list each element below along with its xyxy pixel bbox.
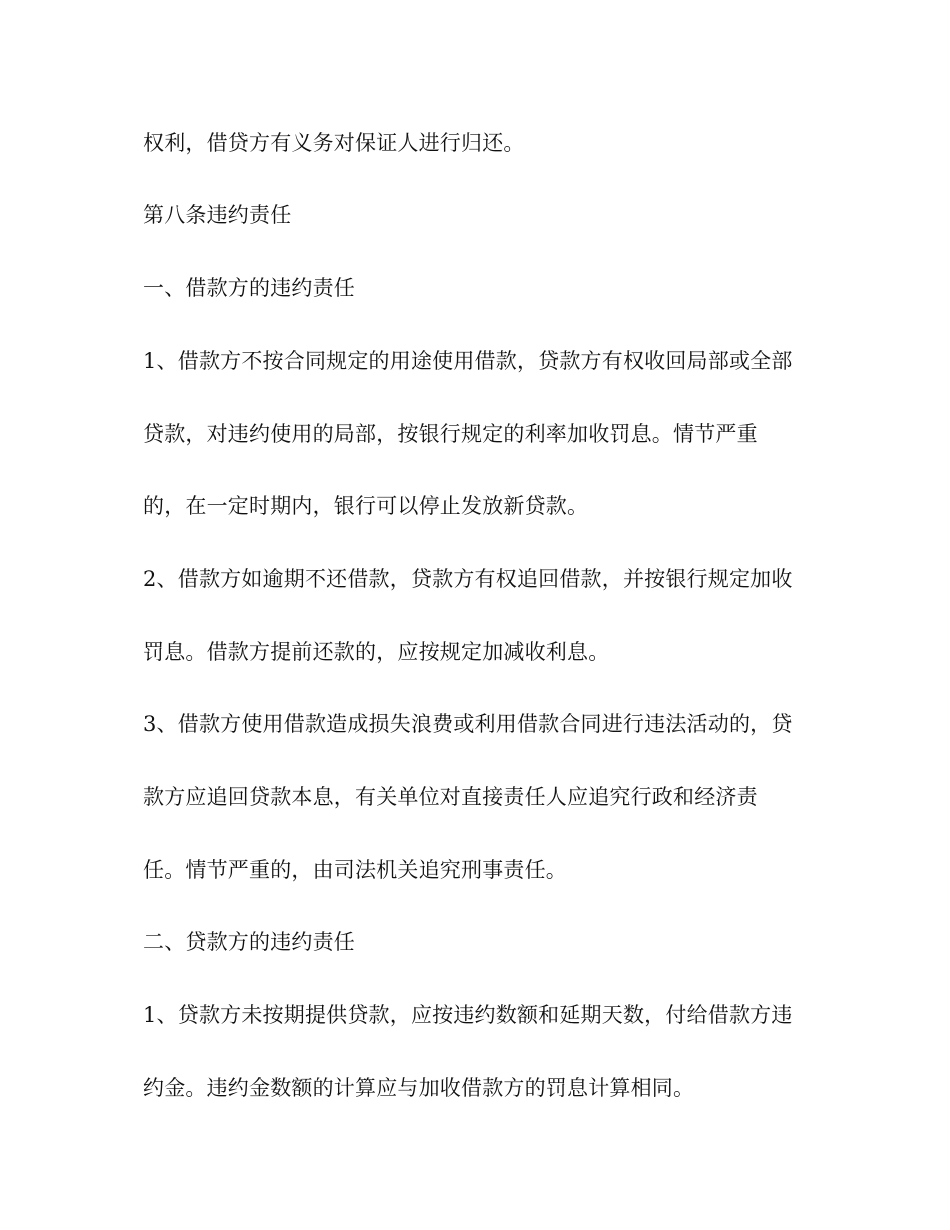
text-line-13: 1、贷款方未按期提供贷款，应按违约数额和延期天数，付给借款方违	[143, 1003, 793, 1027]
text-line-8: 罚息。借款方提前还款的，应按规定加减收利息。	[143, 640, 610, 664]
subsection-heading-lender: 二、贷款方的违约责任	[143, 930, 355, 954]
text-line-10: 款方应追回贷款本息，有关单位对直接责任人应追究行政和经济责	[143, 785, 758, 809]
text-line-14: 约金。违约金数额的计算应与加收借款方的罚息计算相同。	[143, 1076, 695, 1100]
text-line-11: 任。情节严重的，由司法机关追究刑事责任。	[143, 858, 567, 882]
text-line-5: 贷款，对违约使用的局部，按银行规定的利率加收罚息。情节严重	[143, 422, 758, 446]
text-line-1: 权利，借贷方有义务对保证人进行归还。	[143, 131, 525, 155]
text-line-6: 的，在一定时期内，银行可以停止发放新贷款。	[143, 494, 589, 518]
subsection-heading-borrower: 一、借款方的违约责任	[143, 276, 355, 300]
text-line-9: 3、借款方使用借款造成损失浪费或利用借款合同进行违法活动的，贷	[143, 712, 793, 736]
section-heading-article-8: 第八条违约责任	[143, 203, 292, 227]
text-line-4: 1、借款方不按合同规定的用途使用借款，贷款方有权收回局部或全部	[143, 349, 793, 373]
text-line-7: 2、借款方如逾期不还借款，贷款方有权追回借款，并按银行规定加收	[143, 567, 793, 591]
